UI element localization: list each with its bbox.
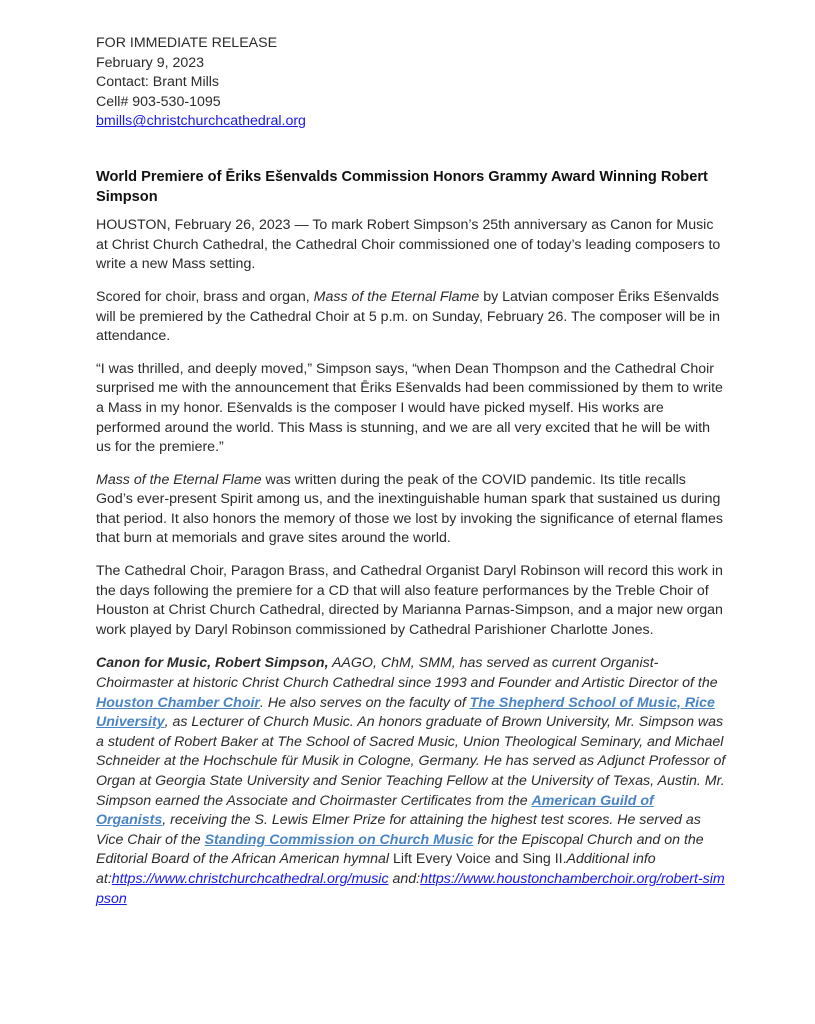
work-title: Mass of the Eternal Flame — [96, 471, 262, 488]
bio-text: . He also serves on the faculty of — [259, 694, 470, 711]
release-header — [96, 34, 726, 132]
bio-lead: Canon for Music, Robert Simpson, — [96, 655, 329, 672]
contact-email-link[interactable]: bmills@christchurchcathedral.org — [96, 113, 306, 130]
bio-text: for the Episcopal Church and on the Editorial Board of the African American hymnal — [96, 831, 704, 868]
contact-name: Contact: Brant Mills — [96, 74, 219, 91]
american-guild-of-organists-link[interactable]: American Guild of Organists — [96, 792, 654, 829]
paragraph-text: Scored for choir, brass and organ, — [96, 288, 314, 305]
hymnal-title: Lift Every Voice and Sing II. — [393, 851, 567, 868]
houston-chamber-choir-link[interactable]: Houston Chamber Choir — [96, 694, 260, 711]
bio-text: and: — [388, 870, 421, 887]
paragraph-text: by Latvian composer Ēriks Ešenvalds will be premiered by the Cathedral Choir at 5 p.m. on Sunday, February 26. The composer will be in attendance. — [96, 288, 721, 345]
paragraph-text: was written during the peak of the COVID pandemic. Its title recalls God’s ever-present Spirit among us, and the inextinguishable human spark that sustained us during that period. It also honors the memory of those we lost by invoking the significance of eternal flames that burn at memorials and grave sites around the world. — [96, 471, 723, 547]
release-label: FOR IMMEDIATE RELEASE — [96, 35, 278, 51]
bio-text: , as Lecturer of Church Music. An honors graduate of Brown University, Mr. Simpson was a student of Robert Baker at The School of Sacred Music, Union Theological Seminary, and Michael Schneider at the Hochschule für Musik in Cologne, Germany. He has served as Adjunct Professor of Organ at Georgia State University and Senior Teaching Fellow at the University of Texas, Austin. Mr. Simpson earned the Associate and Choirmaster Certificates from the — [96, 714, 726, 809]
headline: World Premiere of Ēriks Ešenvalds Commission Honors Grammy Award Winning Robert Simpson — [96, 168, 708, 205]
release-date: February 9, 2023 — [96, 54, 205, 71]
work-title: Mass of the Eternal Flame — [313, 288, 480, 305]
paragraph-scoring — [96, 288, 726, 347]
bio-paragraph — [96, 654, 726, 909]
paragraph-quote: “I was thrilled, and deeply moved,” Simpson says, “when Dean Thompson and the Cathedral Choir surprised me with the announcement that Ēriks Ešenvalds had been commissioned by them to write a Mass in my honor. Ešenvalds is the composer I would have picked myself. His works are performed around the world. This Mass is stunning, and we are all very excited that he will be with us for the premiere.” — [96, 360, 723, 456]
bio-text: Additional info at: — [96, 851, 656, 887]
paragraph-background — [96, 471, 726, 549]
standing-commission-link[interactable]: Standing Commission on Church Music — [204, 831, 474, 848]
shepherd-school-link[interactable]: The Shepherd School of Music, Rice University — [96, 694, 715, 731]
bio-text: AAGO, ChM, SMM, has served as current Organist-Choirmaster at historic Christ Church Cathedral since 1993 and Founder and Artistic Director of the — [96, 655, 718, 692]
paragraph-intro: HOUSTON, February 26, 2023 — To mark Robert Simpson’s 25th anniversary as Canon for Music at Christ Church Cathedral, the Cathedral Choir commissioned one of today’s leading composers to write a new Mass setting. — [96, 217, 721, 273]
press-release-document — [96, 34, 726, 909]
houston-chamber-choir-url-link[interactable]: https://www.houstonchamberchoir.org/robert-simpson — [96, 870, 725, 907]
cathedral-music-url-link[interactable]: https://www.christchurchcathedral.org/music — [111, 870, 389, 887]
bio-text: , receiving the S. Lewis Elmer Prize for attaining the highest test scores. He served as Vice Chair of the — [96, 812, 701, 848]
paragraph-recording: The Cathedral Choir, Paragon Brass, and Cathedral Organist Daryl Robinson will record this work in the days following the premiere for a CD that will also feature performances by the Treble Choir of Houston at Christ Church Cathedral, directed by Marianna Parnas-Simpson, and a major new organ work played by Daryl Robinson commissioned by Cathedral Parishioner Charlotte Jones. — [96, 563, 723, 638]
contact-cell: Cell# 903-530-1095 — [96, 93, 221, 110]
